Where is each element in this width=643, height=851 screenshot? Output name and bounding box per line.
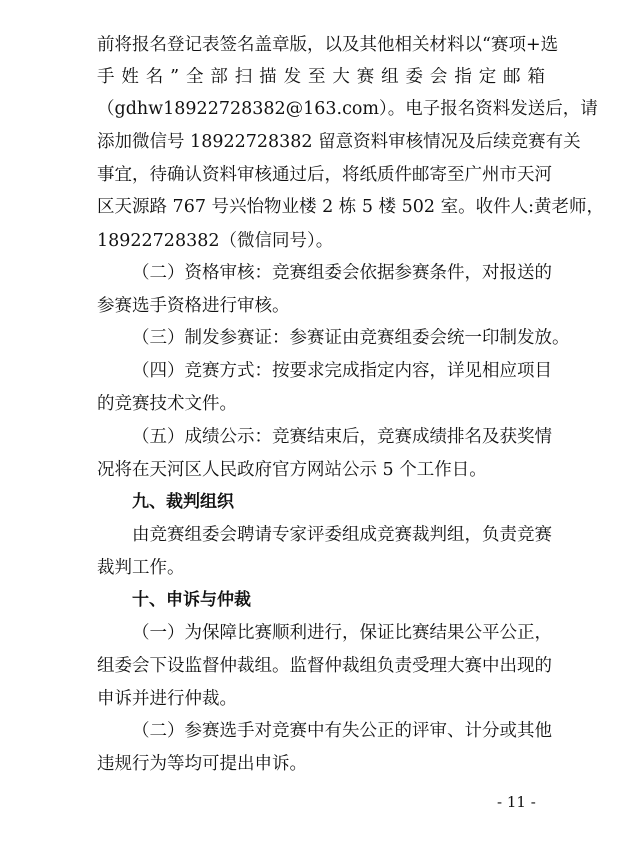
text-line: （三）制发参赛证：参赛证由竞赛组委会统一印制发放。 (132, 328, 570, 348)
text-line: 况将在天河区人民政府官方网站公示 5 个工作日。 (97, 460, 487, 480)
text-line: 违规行为等均可提出申诉。 (97, 754, 307, 774)
text-line: 申诉并进行仲裁。 (97, 689, 237, 709)
text-line: （一）为保障比赛顺利进行，保证比赛结果公平公正， (132, 623, 552, 643)
text-line: 的竞赛技术文件。 (97, 394, 237, 414)
text-line: 事宜，待确认资料审核通过后，将纸质件邮寄至广州市天河 (97, 165, 552, 185)
text-line: 前将报名登记表签名盖章版，以及其他相关材料以“赛项+选 (97, 35, 559, 55)
text-line: 手姓名”全部扫描发至大赛组委会指定邮箱 (97, 67, 545, 87)
text-line: 区天源路 767 号兴怡物业楼 2 栋 5 楼 502 室。收件人:黄老师， (97, 197, 604, 217)
text-line: （二）参赛选手对竞赛中有失公正的评审、计分或其他 (132, 721, 552, 741)
text-line: 18922728382（微信同号）。 (97, 231, 334, 251)
text-line: （五）成绩公示：竞赛结束后，竞赛成绩排名及获奖情 (132, 427, 552, 447)
text-line: 参赛选手资格进行审核。 (97, 296, 290, 316)
page-number: - 11 - (497, 793, 536, 811)
text-line: （四）竞赛方式：按要求完成指定内容，详见相应项目 (132, 361, 552, 381)
text-line: 组委会下设监督仲裁组。监督仲裁组负责受理大赛中出现的 (97, 656, 552, 676)
section-heading: 九、裁判组织 (132, 492, 234, 512)
text-line: （gdhw18922728382@163.com）。电子报名资料发送后，请 (97, 99, 598, 119)
section-heading: 十、申诉与仲裁 (132, 590, 251, 610)
text-line: 添加微信号 18922728382 留意资料审核情况及后续竞赛有关 (97, 132, 581, 152)
text-line: 裁判工作。 (97, 558, 185, 578)
text-line: 由竞赛组委会聘请专家评委组成竞赛裁判组，负责竞赛 (132, 525, 552, 545)
text-line: （二）资格审核：竞赛组委会依据参赛条件，对报送的 (132, 263, 552, 283)
